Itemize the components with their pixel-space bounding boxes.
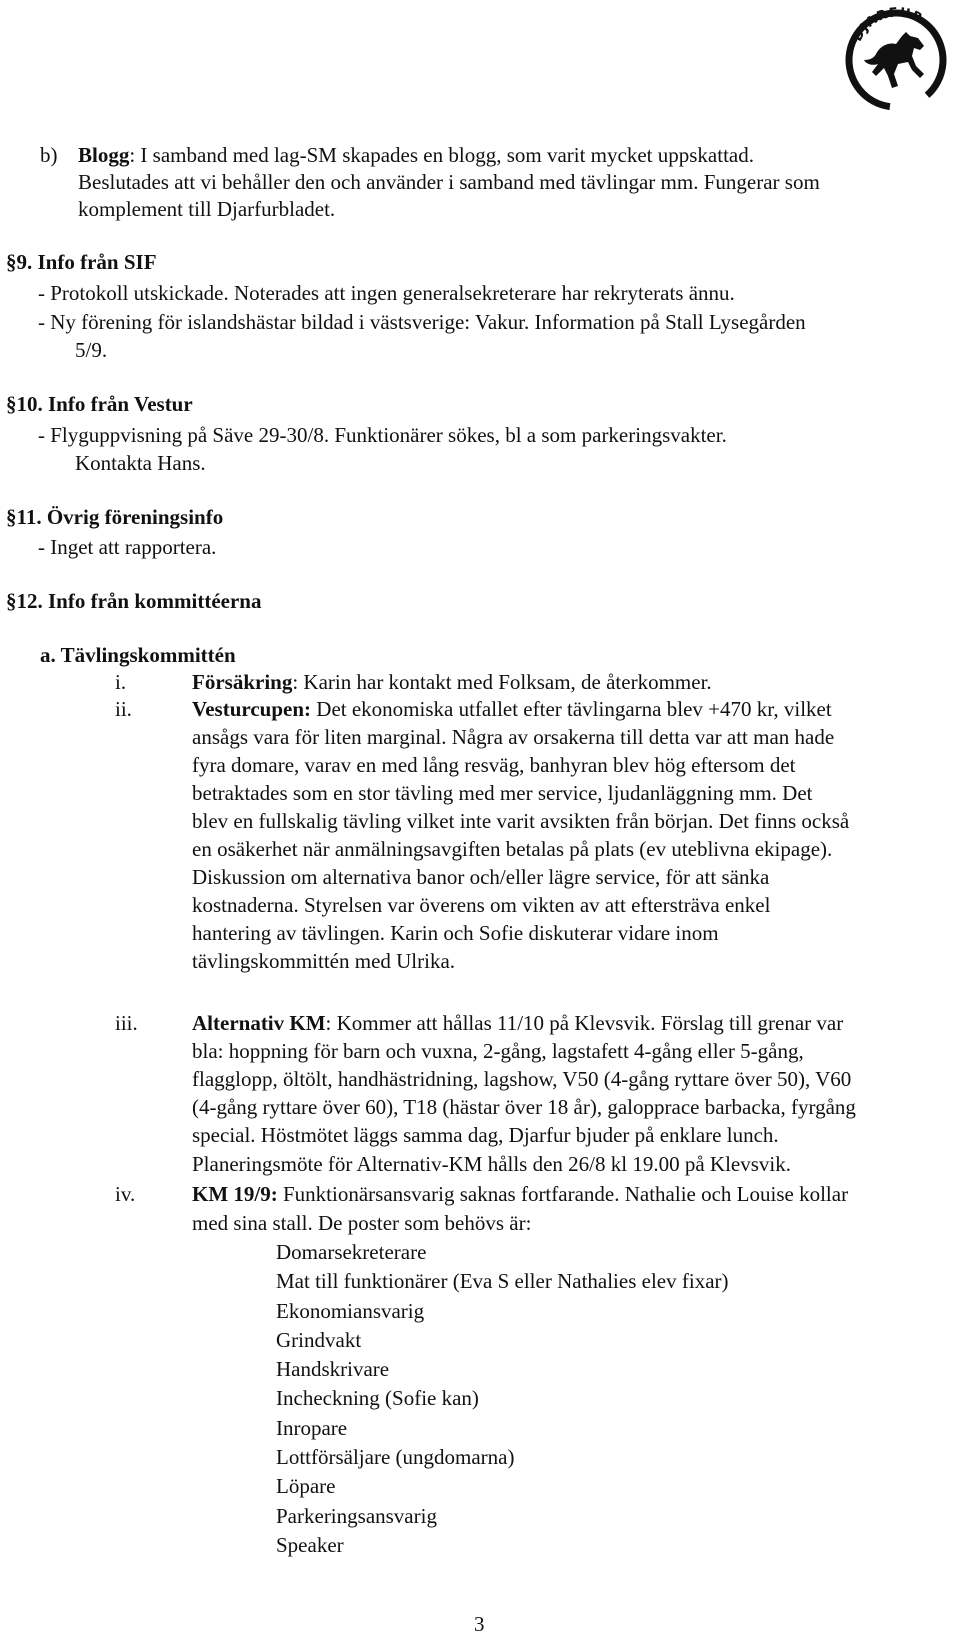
item-ii-line-3: fyra domare, varav en med lång resväg, banhyran blev hög eftersom det [192, 753, 796, 777]
list-item: Inropare [276, 1415, 348, 1440]
page-number: 3 [474, 1612, 485, 1636]
item-ii-line-5: blev en fullskalig tävling vilket inte varit avsikten från början. Det finns också [192, 809, 850, 833]
item-ii-line-4: betraktades som en stor tävling med mer service, ljudanläggning mm. Det [192, 781, 813, 805]
list-item: Speaker [276, 1532, 344, 1557]
blogg-line-3: komplement till Djarfurbladet. [78, 197, 336, 221]
item-iv-number: iv. [115, 1182, 136, 1206]
djarfur-logo [836, 2, 956, 114]
section-12-heading: §12. Info från kommittéerna [6, 589, 262, 613]
item-iii-number: iii. [115, 1011, 138, 1035]
item-iii-line-5: special. Höstmötet läggs samma dag, Djarfur bjuder på enklare lunch. [192, 1123, 779, 1147]
list-item: Mat till funktionärer (Eva S eller Nathalies elev fixar) [276, 1269, 729, 1294]
item-i-number: i. [115, 670, 127, 694]
item-ii-line-10: tävlingskommittén med Ulrika. [192, 949, 456, 973]
section-9-heading: §9. Info från SIF [6, 250, 157, 274]
item-ii-line-9: hantering av tävlingen. Karin och Sofie diskuterar vidare inom [192, 921, 719, 945]
section-11-bullet-1: - Inget att rapportera. [38, 535, 217, 559]
item-ii-line-2: ansågs vara för liten marginal. Några av orsakerna till detta var att man hade [192, 725, 835, 749]
blogg-title: Blogg [78, 143, 130, 167]
list-item: Handskrivare [276, 1357, 390, 1382]
item-ii-line-7: Diskussion om alternativa banor och/eller lägre service, för att sänka [192, 865, 770, 889]
item-ii-line-1: Vesturcupen: Det ekonomiska utfallet efter tävlingarna blev +470 kr, vilket [192, 697, 832, 721]
list-item: Incheckning (Sofie kan) [276, 1386, 479, 1411]
item-ii-number: ii. [115, 697, 132, 721]
item-iii-line-3: flagglopp, öltölt, handhästridning, lagshow, V50 (4-gång ryttare över 50), V60 [192, 1067, 852, 1091]
section-9-bullet-1: - Protokoll utskickade. Noterades att ingen generalsekreterare har rekryterats ännu. [38, 281, 735, 305]
blogg-line-2: Beslutades att vi behåller den och använder i samband med tävlingar mm. Fungerar som [78, 170, 820, 194]
item-iv-line-2: med sina stall. De poster som behövs är: [192, 1211, 532, 1235]
item-ii-line-8: kostnaderna. Styrelsen var överens om vikten av att eftersträva enkel [192, 893, 771, 917]
section-10-bullet-1-cont: Kontakta Hans. [75, 451, 206, 475]
section-10-heading: §10. Info från Vestur [6, 392, 193, 416]
section-12-sub-a: a. Tävlingskommittén [40, 643, 236, 667]
item-iii-line-2: bla: hoppning för barn och vuxna, 2-gång, lagstafett 4-gång eller 5-gång, [192, 1039, 804, 1063]
item-iv-line-1: KM 19/9: Funktionärsansvarig saknas fortfarande. Nathalie och Louise kollar [192, 1182, 849, 1206]
list-item: Ekonomiansvarig [276, 1298, 425, 1323]
item-b-marker: b) [40, 143, 58, 167]
item-iii-line-4: (4-gång ryttare över 60), T18 (hästar över 18 år), galopprace barbacka, fyrgång [192, 1095, 856, 1119]
section-9-bullet-2-cont: 5/9. [75, 338, 108, 362]
list-item: Löpare [276, 1474, 336, 1499]
posts-list [276, 1238, 729, 1560]
svg-text:DJARFUR: DJARFUR [850, 5, 926, 45]
list-item: Lottförsäljare (ungdomarna) [276, 1445, 515, 1470]
section-9-bullet-2: - Ny förening för islandshästar bildad i västsverige: Vakur. Information på Stall Lysegården [38, 310, 806, 334]
item-ii-line-6: en osäkerhet när anmälningsavgiften betalas på plats (ev uteblivna ekipage). [192, 837, 833, 861]
item-i-text: Försäkring: Karin har kontakt med Folksam, de återkommer. [192, 670, 712, 694]
item-iii-line-6: Planeringsmöte för Alternativ-KM hålls den 26/8 kl 19.00 på Klevsvik. [192, 1152, 791, 1176]
section-11-heading: §11. Övrig föreningsinfo [6, 505, 224, 529]
list-item: Parkeringsansvarig [276, 1503, 437, 1528]
section-10-bullet-1: - Flyguppvisning på Säve 29-30/8. Funktionärer sökes, bl a som parkeringsvakter. [38, 423, 727, 447]
blogg-line-1: Blogg: I samband med lag-SM skapades en blogg, som varit mycket uppskattad. [78, 143, 754, 167]
item-iii-line-1: Alternativ KM: Kommer att hållas 11/10 på Klevsvik. Förslag till grenar var [192, 1011, 844, 1035]
list-item: Grindvakt [276, 1327, 362, 1352]
list-item: Domarsekreterare [276, 1240, 427, 1264]
